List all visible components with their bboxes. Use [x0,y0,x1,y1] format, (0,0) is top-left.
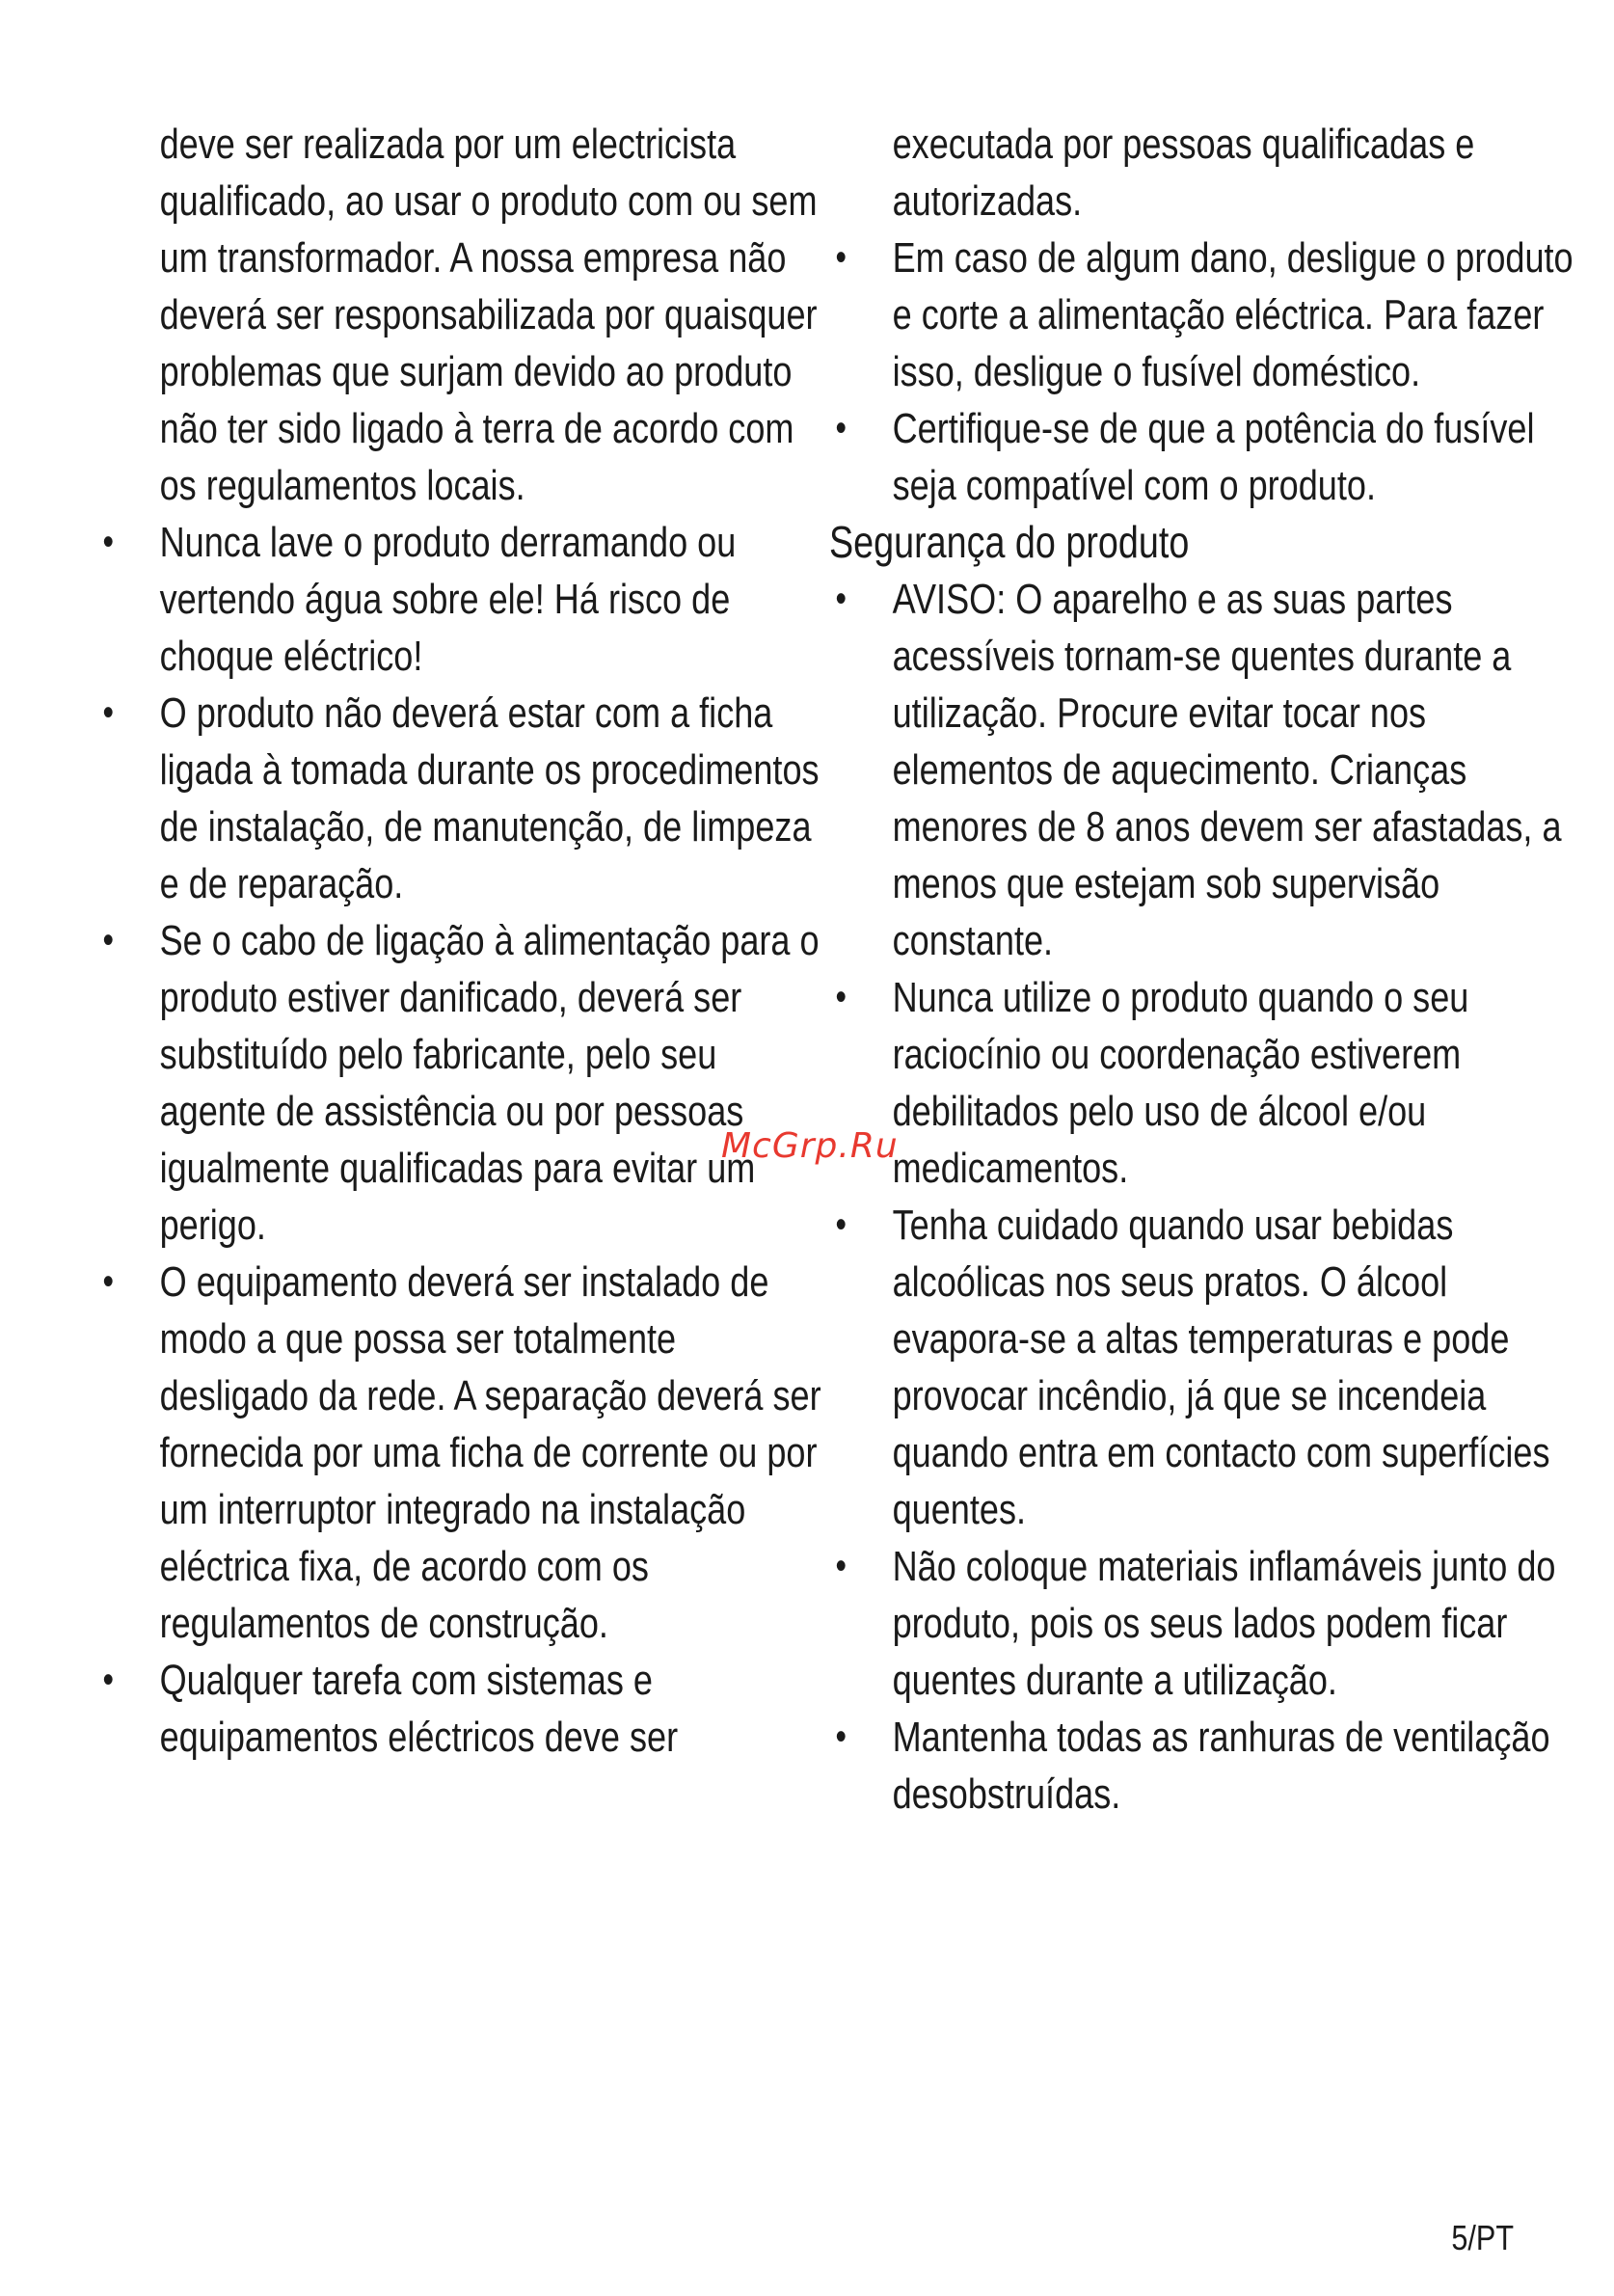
list-item [829,1709,1583,1823]
list-item [96,514,831,685]
bullet-icon: • [835,407,847,449]
bullet-icon: • [835,1715,847,1758]
right-column [829,116,1574,1823]
continuation-paragraph [96,116,831,514]
list-item-text: Qualquer tarefa com sistemas e equipamentos eléctricos deve ser [159,1657,679,1761]
list-item-text: Em caso de algum dano, desligue o produto e corte a alimentação eléctrica. Para fazer isso, desligue o fusível doméstico. [892,234,1574,395]
list-item-text: Nunca utilize o produto quando o seu raciocínio ou coordenação estiverem debilitados pelo uso de álcool e/ou medicamentos. [892,974,1469,1192]
list-item-text: O produto não deverá estar com a ficha ligada à tomada durante os procedimentos de instalação, de manutenção, de limpeza e de reparação. [159,689,820,907]
page-number: 5/PT [1451,2218,1514,2257]
bullet-icon: • [835,1545,847,1587]
list-item [829,571,1583,969]
list-item-text: Mantenha todas as ranhuras de ventilação desobstruídas. [892,1714,1550,1818]
bullet-icon: • [102,521,115,563]
list-item [829,230,1583,400]
bullet-icon: • [835,236,847,279]
paragraph-text: deve ser realizada por um electricista qualificado, ao usar o produto com ou sem um transformador. A nossa empresa não deverá ser responsabilizada por quaisquer problemas que surjam devido ao produto não ter sido ligado à terra de acordo com os regulamentos locais. [159,121,818,509]
bullet-icon: • [835,1203,847,1246]
list-item-text: Nunca lave o produto derramando ou vertendo água sobre ele! Há risco de choque eléctrico! [159,519,737,680]
bullet-icon: • [102,919,115,961]
list-item [96,1652,831,1766]
bullet-icon: • [102,691,115,734]
list-item-text: Não coloque materiais inflamáveis junto do produto, pois os seus lados podem ficar quentes durante a utilização. [892,1543,1556,1704]
list-item [829,969,1583,1197]
list-item [829,400,1583,514]
bullet-icon: • [835,578,847,620]
list-item-text: O equipamento deverá ser instalado de modo a que possa ser totalmente desligado da rede. A separação deverá ser fornecida por uma ficha de corrente ou por um interruptor integrado na instalação eléctrica fixa, de acordo com os regulamentos de construção. [159,1258,821,1647]
list-item-text: AVISO: O aparelho e as suas partes acessíveis tornam-se quentes durante a utilização. Procure evitar tocar nos elementos de aquecimento. Crianças menores de 8 anos devem ser afastadas, a menos que estejam sob supervisão constante. [892,576,1562,964]
bullet-icon: • [102,1659,115,1701]
list-item-text: Se o cabo de ligação à alimentação para o produto estiver danificado, deverá ser substituído pelo fabricante, pelo seu agente de assistência ou por pessoas igualmente qualificadas para evitar um perigo. [159,917,820,1249]
list-item [829,1197,1583,1538]
list-item [96,1254,831,1652]
bullet-icon: • [102,1260,115,1303]
list-item [96,685,831,912]
list-item [829,1538,1583,1709]
section-heading: Segurança do produto [829,517,1190,567]
list-item [96,912,831,1254]
list-item-text: Tenha cuidado quando usar bebidas alcoólicas nos seus pratos. O álcool evapora-se a altas temperaturas e pode provocar incêndio, já que se incendeia quando entra em contacto com superfícies quentes. [892,1202,1550,1533]
paragraph-text: executada por pessoas qualificadas e autorizadas. [892,121,1475,225]
continuation-paragraph [829,116,1583,230]
bullet-icon: • [835,976,847,1018]
watermark: McGrp.Ru [721,1126,899,1166]
list-item-text: Certifique-se de que a potência do fusível seja compatível com o produto. [892,405,1535,509]
